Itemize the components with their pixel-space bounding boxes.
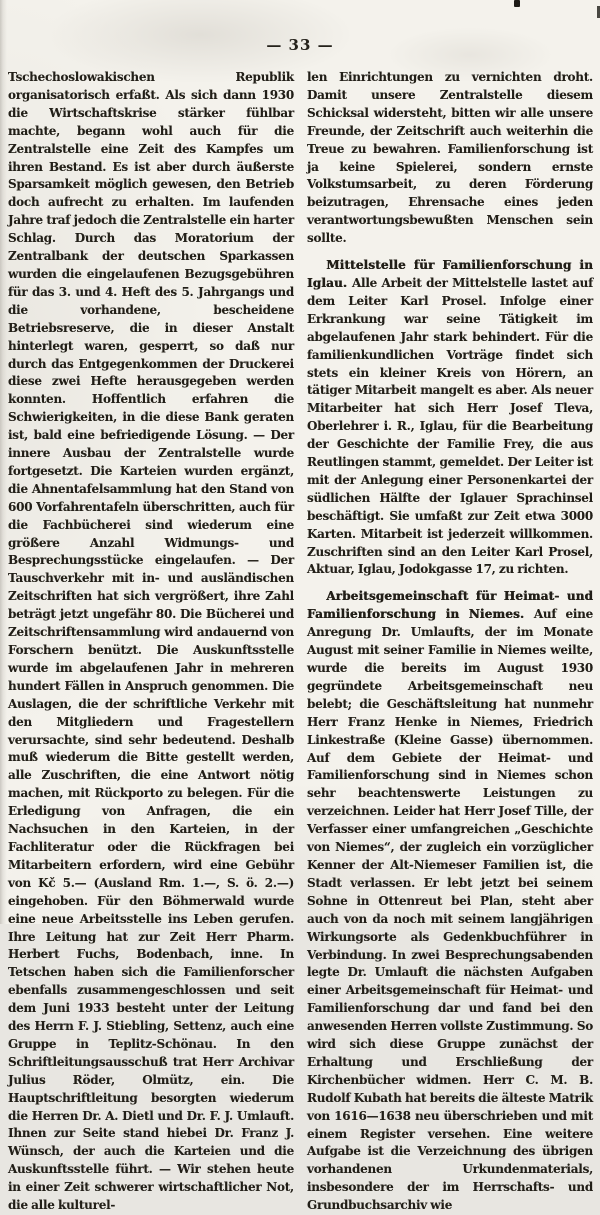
article-mittelstelle-iglau-body: Alle Arbeit der Mittelstelle lastet auf dem Leiter Karl Prosel. Infolge einer Erkrankung war seine Tätigkeit im abgelaufenen Jahr stark behindert. Für die familienkundlichen Vorträge findet sich stets ein kleiner Kreis von Hörern, an tätiger Mitarbeit mangelt es aber. Als neuer Mitarbeiter hat sich Herr Josef Tleva, Oberlehrer i. R., Iglau, für die Bearbeitung der Geschichte der Familie Frey, die aus Reutlingen stammt, gemeldet. Der Leiter ist mit der Anlegung einer Personenkartei der südlichen Hälfte der Iglauer Sprachinsel beschäftigt. Sie umfaßt zur Zeit etwa 3000 Karten. Mitarbeit ist jederzeit willkommen. Zuschriften sind an den Leiter Karl Prosel, Aktuar, Iglau, Jodokgasse 17, zu richten. bbox=[307, 275, 593, 577]
left-column-continuation-text: Tschechoslowakischen Republik organisatorisch erfaßt. Als sich dann 1930 die Wirtschaftskrise stärker fühlbar machte, begann wohl auch für die Zentralstelle eine Zeit des Kampfes um ihren Bestand. Es ist aber durch äußerste Sparsamkeit möglich gewesen, den Betrieb doch aufrecht zu erhalten. Im laufenden Jahre traf jedoch die Zentralstelle ein harter Schlag. Durch das Moratorium der Zentralbank der deutschen Sparkassen wurden die eingelaufenen Bezugsgebühren für das 3. und 4. Heft des 5. Jahrgangs und die vorhandene, bescheidene Betriebsreserve, die in dieser Anstalt hinterlegt waren, gesperrt, so daß nur durch das Entgegenkommen der Druckerei diese zwei Hefte herausgegeben werden konnten. Hoffentlich erfahren die Schwierigkeiten, in die diese Bank geraten ist, bald eine befriedigende Lösung. — Der innere Ausbau der Zentralstelle wurde fortgesetzt. Die Karteien wurden ergänzt, die Ahnentafelsammlung hat den Stand von 600 Vorfahrentafeln überschritten, auch für die Fachbücherei sind wiederum eine größere Anzahl Widmungs- und Besprechungsstücke eingelaufen. — Der Tauschverkehr mit in- und ausländischen Zeitschriften hat sich vergrößert, ihre Zahl beträgt jetzt ungefähr 80. Die Bücherei und Zeitschriftensammlung wird andauernd von Forschern benützt. Die Auskunftsstelle wurde im abgelaufenen Jahr in mehreren hundert Fällen in Anspruch genommen. Die Auslagen, die der schriftliche Verkehr mit den Mitgliedern und Fragestellern verursachte, sind sehr bedeutend. Deshalb muß wiederum die Bitte gestellt werden, alle Zuschriften, die eine Antwort nötig machen, mit Rückporto zu belegen. Für die Erledigung von Anfragen, die ein Nachsuchen in den Karteien, in der Fachliteratur oder die Rückfragen bei Mitarbeitern erfordern, wird eine Gebühr von Kč 5.— (Ausland Rm. 1.—, S. ö. 2.—) eingehoben. Für den Böhmerwald wurde eine neue Arbeitsstelle ins Leben gerufen. Ihre Leitung hat zur Zeit Herr Pharm. Herbert Fuchs, Bodenbach, inne. In Tetschen haben sich die Familienforscher ebenfalls zusammengeschlossen und seit dem Juni 1933 besteht unter der Leitung des Herrn F. J. Stiebling, Settenz, auch eine Gruppe in Teplitz-Schönau. In den Schriftleitungsausschuß trat Herr Archivar Julius Röder, Olmütz, ein. Die Hauptschriftleitung besorgten wiederum die Herren Dr. A. Dietl und Dr. F. J. Umlauft. Ihnen zur Seite stand hiebei Dr. Franz J. Wünsch, der auch die Karteien und die Auskunftsstelle führt. — Wir stehen heute in einer Zeit schwerer wirtschaftlicher Not, die alle kulturel- bbox=[8, 70, 294, 1213]
page-number: — 33 — bbox=[266, 36, 334, 54]
scan-artifact-speck bbox=[514, 0, 520, 7]
article-arbeitsgemeinschaft-niemes bbox=[307, 588, 593, 1215]
two-column-text-block bbox=[0, 54, 600, 1213]
article-mittelstelle-iglau-heading: Mittelstelle für Familienforschung in Iglau. bbox=[307, 258, 593, 290]
left-column bbox=[8, 69, 294, 1213]
article-arbeitsgemeinschaft-niemes-heading: Arbeitsgemeinschaft für Heimat- und Familienforschung in Niemes. bbox=[307, 589, 593, 622]
right-column bbox=[307, 69, 593, 1213]
article-arbeitsgemeinschaft-niemes-body: Auf eine Anregung Dr. Umlaufts, der im Monate August mit seiner Familie in Niemes weilte, wurde die bereits im August 1930 gegründete Arbeitsgemeinschaft neu belebt; die Geschäftsleitung hat nunmehr Herr Franz Henke in Niemes, Friedrich Linkestraße (Kleine Gasse) übernommen. Auf dem Gebiete der Heimat- und Familienforschung sind in Niemes schon sehr beachtenswerte Leistungen zu verzeichnen. Leider hat Herr Josef Tille, der Verfasser einer umfangreichen „Geschichte von Niemes“, der zugleich ein vorzüglicher Kenner der Alt-Niemeser Familien ist, die Stadt verlassen. Er lebt jetzt bei seinem Sohne in Ottenreut bei Plan, steht aber auch von da noch mit seinem langjährigen Wirkungsorte als Gedenkbuchführer in Verbindung. In zwei Besprechungsabenden legte Dr. Umlauft die nächsten Aufgaben einer Arbeitsgemeinschaft für Heimat- und Familienforschung dar und fand bei den anwesenden Herren vollste Zustimmung. So wird sich diese Gruppe zunächst der Erhaltung und Erschließung der Kirchenbücher widmen. Herr C. M. B. Rudolf Kubath hat bereits die älteste Matrik von 1616—1638 neu überschrieben und mit einem Register versehen. Eine weitere Aufgabe ist die Verzeichnung des übrigen vorhandenen Urkundenmaterials, insbesondere der im Herrschafts- und Grundbuchsarchiv wie bbox=[307, 607, 593, 1213]
article-mittelstelle-iglau bbox=[307, 257, 593, 579]
right-column-continuation-text: len Einrichtungen zu vernichten droht. Damit unsere Zentralstelle diesem Schicksal widersteht, bitten wir alle unsere Freunde, der Zeitschrift auch weiterhin die Treue zu bewahren. Familienforschung ist ja keine Spielerei, sondern ernste Volkstumsarbeit, zu deren Förderung beizutragen, Ehrensache eines jeden verantwortungsbewußten Menschen sein sollte. bbox=[307, 70, 593, 246]
